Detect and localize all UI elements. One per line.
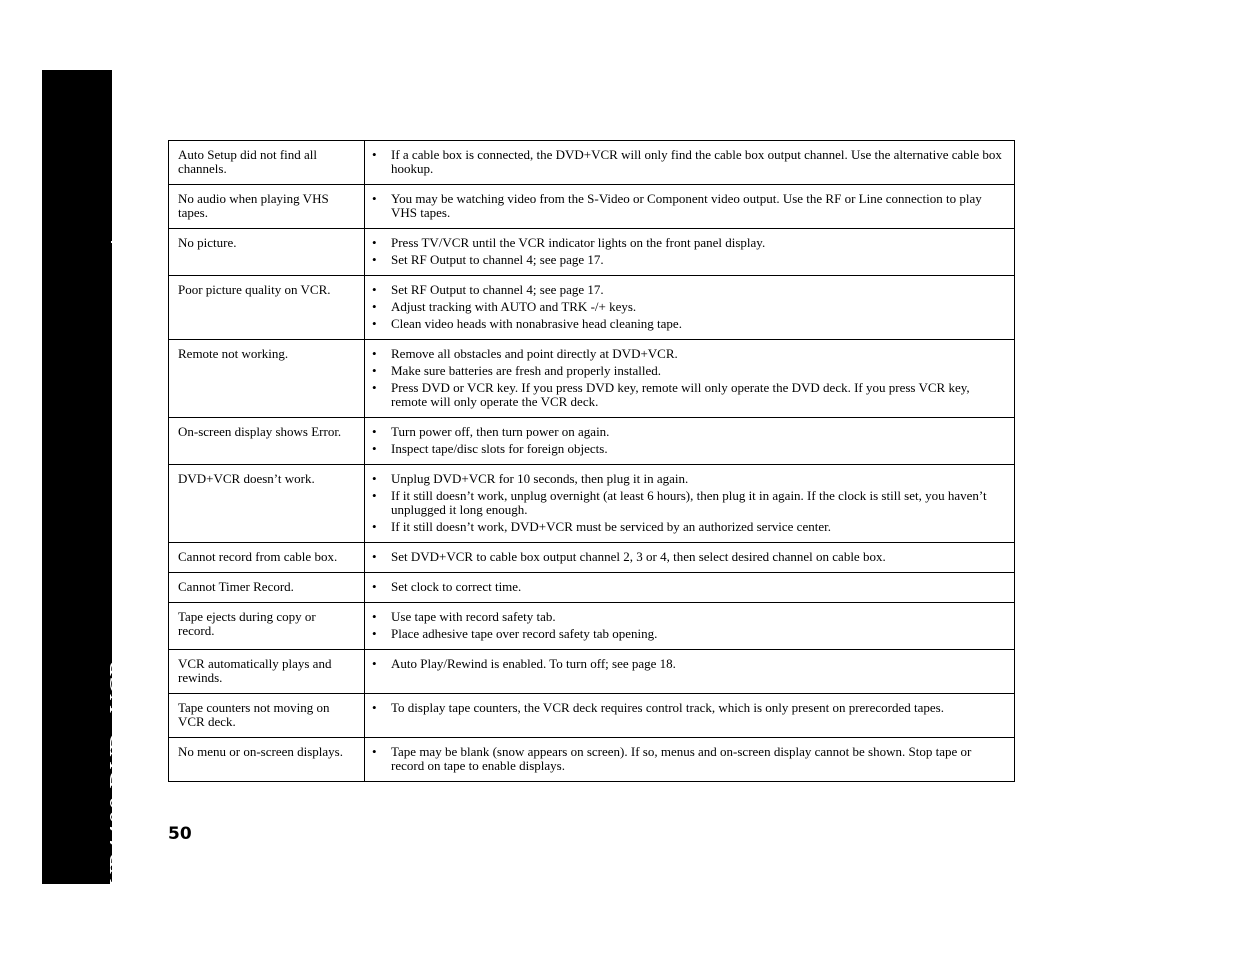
problem-cell: On-screen display shows Error. [169, 418, 365, 465]
logo-trademark: ™ [114, 165, 120, 172]
solution-item: • Turn power off, then turn power on again. [372, 425, 1002, 439]
solution-item: • If it still doesn’t work, unplug overnight (at least 6 hours), then plug it in again. If the clock is still set, you haven’t unplugged it long enough. [372, 489, 1002, 517]
solution-cell [365, 141, 1015, 185]
solution-item: • Use tape with record safety tab. [372, 610, 1002, 624]
solution-cell [365, 340, 1015, 418]
solution-item: • Make sure batteries are fresh and properly installed. [372, 364, 1002, 378]
solution-item: • If a cable box is connected, the DVD+VCR will only find the cable box output channel. Use the alternative cable box hookup. [372, 148, 1002, 176]
solution-list [372, 425, 1002, 456]
problem-cell: Cannot Timer Record. [169, 573, 365, 603]
problem-cell: Tape ejects during copy or record. [169, 603, 365, 650]
table-row [169, 418, 1015, 465]
problem-cell: Auto Setup did not find all channels. [169, 141, 365, 185]
problem-cell: No audio when playing VHS tapes. [169, 185, 365, 229]
solution-list [372, 192, 1002, 220]
troubleshooting-table-body [169, 141, 1015, 782]
logo-sonic [112, 247, 146, 345]
solution-list [372, 236, 1002, 267]
solution-item: • Unplug DVD+VCR for 10 seconds, then plug it in again. [372, 472, 1002, 486]
problem-cell: Remote not working. [169, 340, 365, 418]
solution-item: • Remove all obstacles and point directly at DVD+VCR. [372, 347, 1002, 361]
solution-cell [365, 465, 1015, 543]
table-row [169, 738, 1015, 782]
problem-cell: VCR automatically plays and rewinds. [169, 650, 365, 694]
table-row [169, 340, 1015, 418]
sidebar [42, 70, 147, 908]
solution-item: • Inspect tape/disc slots for foreign objects. [372, 442, 1002, 456]
solution-cell [365, 603, 1015, 650]
solution-cell [365, 738, 1015, 782]
solution-list [372, 472, 1002, 534]
table-row [169, 185, 1015, 229]
logo-sonic-rest: NIC [112, 247, 145, 302]
solution-item: • Set RF Output to channel 4; see page 17. [372, 253, 1002, 267]
solution-item: • Set RF Output to channel 4; see page 17. [372, 283, 1002, 297]
table-row [169, 141, 1015, 185]
solution-item: • Clean video heads with nonabrasive head cleaning tape. [372, 317, 1002, 331]
solution-list [372, 283, 1002, 331]
problem-cell: No picture. [169, 229, 365, 276]
troubleshooting-table [168, 140, 1015, 782]
solution-item: • Place adhesive tape over record safety tab opening. [372, 627, 1002, 641]
table-row [169, 276, 1015, 340]
logo-divider [111, 241, 147, 243]
problem-cell: Poor picture quality on VCR. [169, 276, 365, 340]
solution-cell [365, 694, 1015, 738]
solution-cell [365, 276, 1015, 340]
solution-item: • Adjust tracking with AUTO and TRK -/+ keys. [372, 300, 1002, 314]
model-title: DVR4400 DVD+VCR [105, 661, 136, 908]
solution-cell [365, 573, 1015, 603]
solution-list [372, 610, 1002, 641]
problem-cell: DVD+VCR doesn’t work. [169, 465, 365, 543]
problem-cell: Tape counters not moving on VCR deck. [169, 694, 365, 738]
problem-cell: No menu or on-screen displays. [169, 738, 365, 782]
solution-item: • You may be watching video from the S-Video or Component video output. Use the RF or Line connection to play VHS tapes. [372, 192, 1002, 220]
solution-cell [365, 229, 1015, 276]
table-row [169, 650, 1015, 694]
solution-list [372, 580, 1002, 594]
solution-cell [365, 418, 1015, 465]
page-number: 50 [168, 824, 192, 844]
table-row [169, 229, 1015, 276]
solution-item: • To display tape counters, the VCR deck requires control track, which is only present on prerecorded tapes. [372, 701, 1002, 715]
table-row [169, 543, 1015, 573]
problem-cell: Cannot record from cable box. [169, 543, 365, 573]
solution-item: • Tape may be blank (snow appears on screen). If so, menus and on-screen display cannot be shown. Stop tape or record on tape to enable displays. [372, 745, 1002, 773]
solution-item: • Set DVD+VCR to cable box output channel 2, 3 or 4, then select desired channel on cable box. [372, 550, 1002, 564]
solution-cell [365, 185, 1015, 229]
solution-item: • Auto Play/Rewind is enabled. To turn off; see page 18. [372, 657, 1002, 671]
solution-cell [365, 650, 1015, 694]
table-row [169, 694, 1015, 738]
solution-list [372, 745, 1002, 773]
table-row [169, 465, 1015, 543]
sonicblue-logo [112, 166, 146, 345]
solution-item: • Press DVD or VCR key. If you press DVD key, remote will only operate the DVD deck. If you press VCR key, remote will only operate the VCR deck. [372, 381, 1002, 409]
solution-cell [365, 543, 1015, 573]
solution-item: • Press TV/VCR until the VCR indicator lights on the front panel display. [372, 236, 1002, 250]
table-row [169, 603, 1015, 650]
logo-dot-icon [119, 303, 139, 323]
solution-item: • If it still doesn’t work, DVD+VCR must be serviced by an authorized service center. [372, 520, 1002, 534]
table-row [169, 573, 1015, 603]
solution-list [372, 347, 1002, 409]
logo-blue: blue [111, 171, 147, 238]
logo-sonic-s: S [112, 323, 145, 345]
solution-list [372, 657, 1002, 671]
solution-item: • Set clock to correct time. [372, 580, 1002, 594]
solution-list [372, 550, 1002, 564]
solution-list [372, 701, 1002, 715]
solution-list [372, 148, 1002, 176]
